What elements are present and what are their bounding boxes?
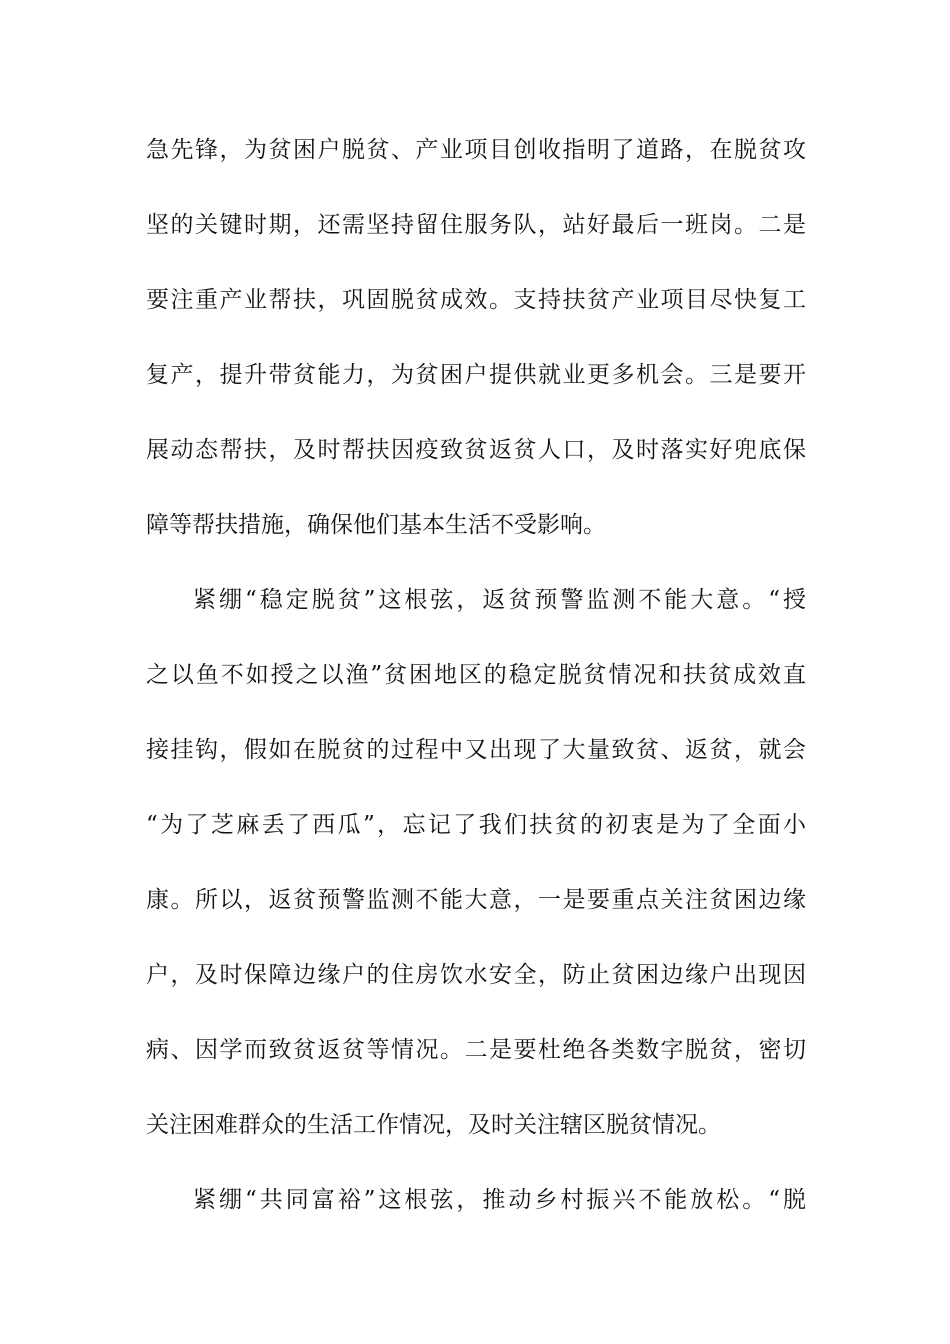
paragraph-end-line: 障等帮扶措施，确保他们基本生活不受影响。 — [146, 512, 606, 538]
text-line: “为了芝麻丢了西瓜”，忘记了我们扶贫的初衷是为了全面小 — [146, 812, 806, 838]
text-line: 病、因学而致贫返贫等情况。二是要杜绝各类数字脱贫，密切 — [146, 1037, 806, 1063]
paragraph-first-line: 紧绷“稳定脱贫”这根弦，返贫预警监测不能大意。“授 — [193, 587, 806, 613]
text-line: 急先锋，为贫困户脱贫、产业项目创收指明了道路，在脱贫攻 — [146, 137, 806, 163]
text-line: 接挂钩，假如在脱贫的过程中又出现了大量致贫、返贫，就会 — [146, 737, 806, 763]
text-line: 户，及时保障边缘户的住房饮水安全，防止贫困边缘户出现因 — [146, 962, 806, 988]
text-line: 展动态帮扶，及时帮扶因疫致贫返贫人口，及时落实好兜底保 — [146, 437, 806, 463]
paragraph-end-line: 关注困难群众的生活工作情况，及时关注辖区脱贫情况。 — [146, 1112, 721, 1138]
text-line: 康。所以，返贫预警监测不能大意，一是要重点关注贫困边缘 — [146, 887, 806, 913]
text-line: 复产，提升带贫能力，为贫困户提供就业更多机会。三是要开 — [146, 362, 806, 388]
text-line: 要注重产业帮扶，巩固脱贫成效。支持扶贫产业项目尽快复工 — [146, 287, 806, 313]
paragraph-first-line: 紧绷“共同富裕”这根弦，推动乡村振兴不能放松。“脱 — [193, 1187, 806, 1213]
text-line: 坚的关键时期，还需坚持留住服务队，站好最后一班岗。二是 — [146, 212, 806, 238]
text-line: 之以鱼不如授之以渔”贫困地区的稳定脱贫情况和扶贫成效直 — [146, 662, 806, 688]
